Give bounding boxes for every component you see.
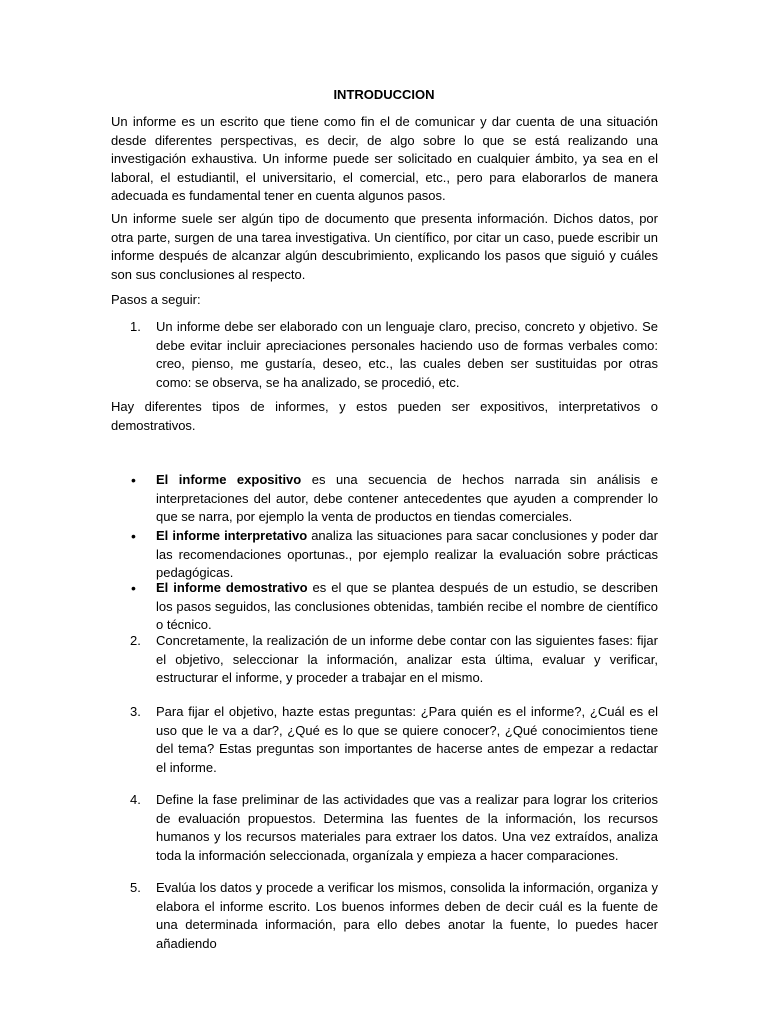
step-5-marker: 5. — [130, 880, 141, 895]
steps-heading: Pasos a seguir: — [111, 292, 201, 307]
step-2-text: Concretamente, la realización de un informe debe contar con las siguientes fases: fijar el objetivo, seleccionar la información, analizar esta última, evaluar y verificar, estructurar el informe, y proceder a trabajar en el mismo. — [156, 633, 658, 686]
bullet-term: El informe expositivo — [156, 472, 302, 487]
bullet-text: analiza las situaciones para sacar conclusiones y poder dar las recomendaciones oportunas., por ejemplo realizar la evaluación sobre prácticas pedagógicas. — [156, 528, 658, 581]
page-title: INTRODUCCION — [333, 87, 435, 102]
step-5-text: Evalúa los datos y procede a verificar los mismos, consolida la información, organiza y elabora el informe escrito. Los buenos informes deben de decir cuál es la fuente de una determinada información, para ello debes anotar la fuente, lo puedes hacer añadiendo — [156, 880, 658, 951]
step-1-text: Un informe debe ser elaborado con un lenguaje claro, preciso, concreto y objetivo. Se debe evitar incluir apreciaciones personales haciendo uso de formas verbales como: creo, pienso, me gustaría, deseo, etc., las cuales deben ser sustituidas por otras como: se observa, se ha analizado, se procedió, etc. — [156, 319, 658, 390]
bullet-term: El informe demostrativo — [156, 580, 308, 595]
intro-paragraph-2: Un informe suele ser algún tipo de documento que presenta información. Dichos datos, por otra parte, surgen de una tarea investigativa. Un científico, por citar un caso, puede escribir un informe después de alcanzar algún descubrimiento, explicando los pasos que siguió y cuáles son sus conclusiones al respecto. — [111, 211, 658, 282]
bullet-icon: • — [131, 528, 136, 544]
types-paragraph: Hay diferentes tipos de informes, y estos pueden ser expositivos, interpretativos o demostrativos. — [111, 399, 658, 433]
bullet-icon: • — [131, 472, 136, 488]
intro-paragraph-1: Un informe es un escrito que tiene como fin el de comunicar y dar cuenta de una situación desde diferentes perspectivas, es decir, de algo sobre lo que se está realizando una investigación exhaustiva. Un informe puede ser solicitado en cualquier ámbito, ya sea en el laboral, el estudiantil, el universitario, el comercial, etc., pero para elaborarlos de manera adecuada es fundamental tener en cuenta algunos pasos. — [111, 114, 658, 204]
step-3-text: Para fijar el objetivo, hazte estas preguntas: ¿Para quién es el informe?, ¿Cuál es el uso que le va a dar?, ¿Qué es lo que se quiere conocer?, ¿Qué conocimientos tiene del tema? Estas preguntas son importantes de hacerse antes de empezar a redactar el informe. — [156, 704, 658, 775]
bullet-item-demostrativo — [156, 579, 658, 635]
step-3-marker: 3. — [130, 704, 141, 719]
step-2-marker: 2. — [130, 633, 141, 648]
bullet-item-interpretativo — [156, 527, 658, 583]
bullet-term: El informe interpretativo — [156, 528, 308, 543]
bullet-text: es el que se plantea después de un estudio, se describen los pasos seguidos, las conclusiones obtenidas, también recibe el nombre de científico o técnico. — [156, 580, 658, 633]
step-4-text: Define la fase preliminar de las actividades que vas a realizar para lograr los criterios de evaluación propuestos. Determina las fuentes de la información, los recursos humanos y los recursos materiales para extraer los datos. Una vez extraídos, analiza toda la información seleccionada, organízala y empieza a hacer comparaciones. — [156, 792, 658, 863]
bullet-text: es una secuencia de hechos narrada sin análisis e interpretaciones del autor, debe contener antecedentes que ayuden a comprender lo que se narra, por ejemplo la venta de productos en tiendas comerciales. — [156, 472, 658, 525]
bullet-icon: • — [131, 580, 136, 596]
bullet-item-expositivo — [156, 471, 658, 527]
step-4-marker: 4. — [130, 792, 141, 807]
step-1-marker: 1. — [130, 319, 141, 334]
